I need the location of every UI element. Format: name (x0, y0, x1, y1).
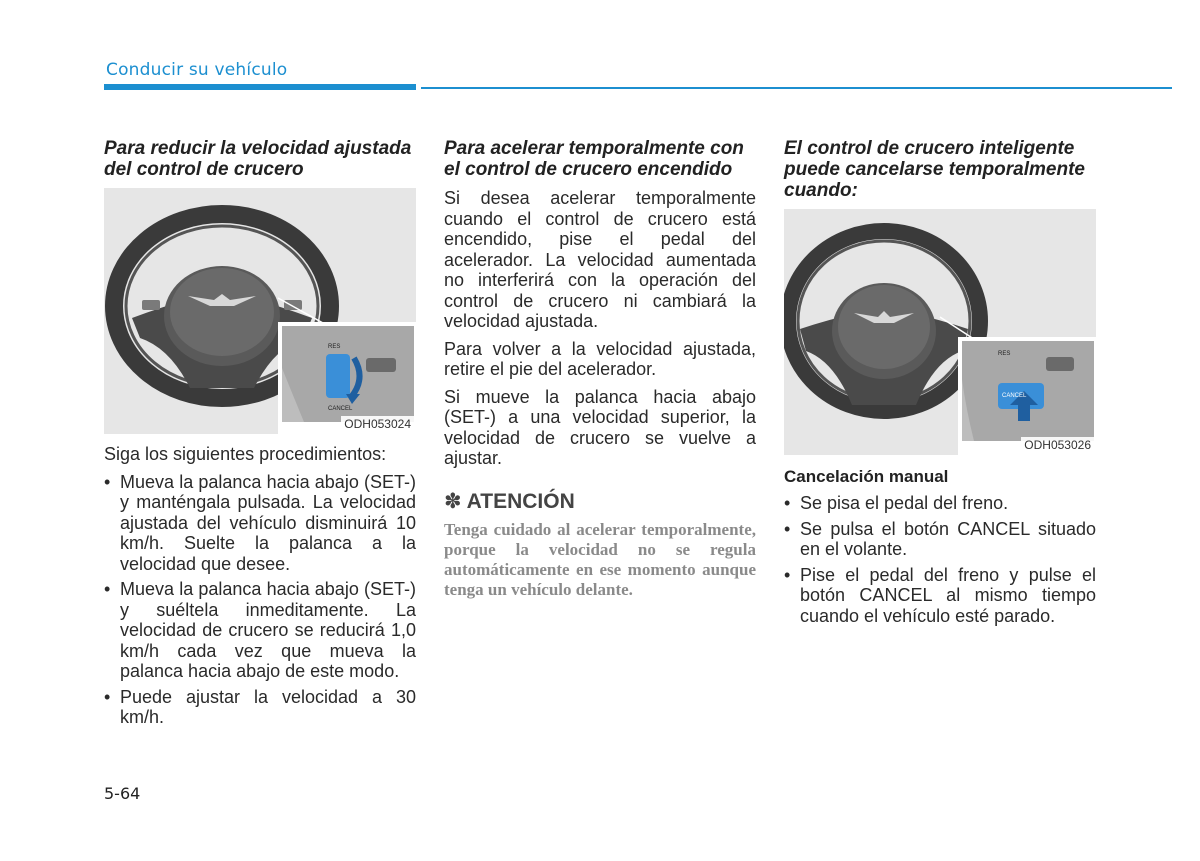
attention-body: Tenga cuidado al acelerar temporalmente, porque la velocidad no se regula automáticamente en ese momento aunque tenga un vehículo delante. (444, 519, 756, 599)
intro-text: Siga los siguientes procedimientos: (104, 444, 387, 464)
figure-code: ODH053024 (341, 416, 414, 432)
section-title: Conducir su vehículo (106, 60, 288, 80)
switch-label-cancel: CANCEL (328, 406, 353, 412)
subhead-reduce-speed: Para reducir la velocidad ajustada del control de crucero (104, 138, 412, 180)
steering-wheel-illustration (784, 209, 1096, 455)
cancel-list (784, 493, 1096, 626)
subhead-cancel: El control de crucero inteligente puede cancelarse temporalmente cuando: (784, 138, 1085, 201)
column-1 (104, 138, 416, 733)
list-item: • Mueva la palanca hacia abajo (SET-) y suéltela inmeditamente. La velocidad de crucero se reducirá 1,0 km/h cada vez que mueva la palanca hacia abajo de este modo. (104, 579, 416, 682)
column-3 (784, 138, 1096, 631)
list-item: • Se pisa el pedal del freno. (784, 493, 1096, 514)
attention-title: ✽ ATENCIÓN (444, 489, 575, 513)
column-2 (444, 138, 756, 600)
list-item: • Pise el pedal del freno y pulse el botón CANCEL al mismo tiempo cuando el vehículo esté parado. (784, 565, 1096, 627)
list-item: • Puede ajustar la velocidad a 30 km/h. (104, 687, 416, 728)
procedure-list (104, 472, 416, 728)
list-item: • Se pulsa el botón CANCEL situado en el volante. (784, 519, 1096, 560)
page-number: 5-64 (104, 784, 141, 803)
list-item: • Mueva la palanca hacia abajo (SET-) y manténgala pulsada. La velocidad ajustada del vehículo disminuirá 10 km/h. Suelte la palanca a la velocidad que desee. (104, 472, 416, 575)
steering-wheel-illustration (104, 188, 416, 434)
switch-label-cancel: CANCEL (1002, 393, 1027, 399)
header-rule-thick (104, 84, 416, 90)
header-rule-thin (421, 87, 1172, 89)
paragraph: Para volver a la velocidad ajustada, retire el pie del acelerador. (444, 338, 756, 379)
subhead-accelerate: Para acelerar temporalmente con el control de crucero encendido (444, 138, 744, 180)
figure-code: ODH053026 (1021, 437, 1094, 453)
manual-cancel-heading: Cancelación manual (784, 467, 949, 486)
steering-wheel-figure-cancel (784, 209, 1096, 455)
paragraph: Si mueve la palanca hacia abajo (SET-) a una velocidad superior, la velocidad de crucero se vuelve a ajustar. (444, 386, 756, 468)
switch-label-res: RES (328, 344, 341, 350)
steering-wheel-figure-set (104, 188, 416, 434)
paragraph: Si desea acelerar temporalmente cuando el control de crucero está encendido, pise el pedal del acelerador. La velocidad aumentada no interferirá con la operación del control de crucero ni cambiará la velocidad ajustada. (444, 188, 756, 331)
switch-label-res: RES (998, 351, 1011, 357)
